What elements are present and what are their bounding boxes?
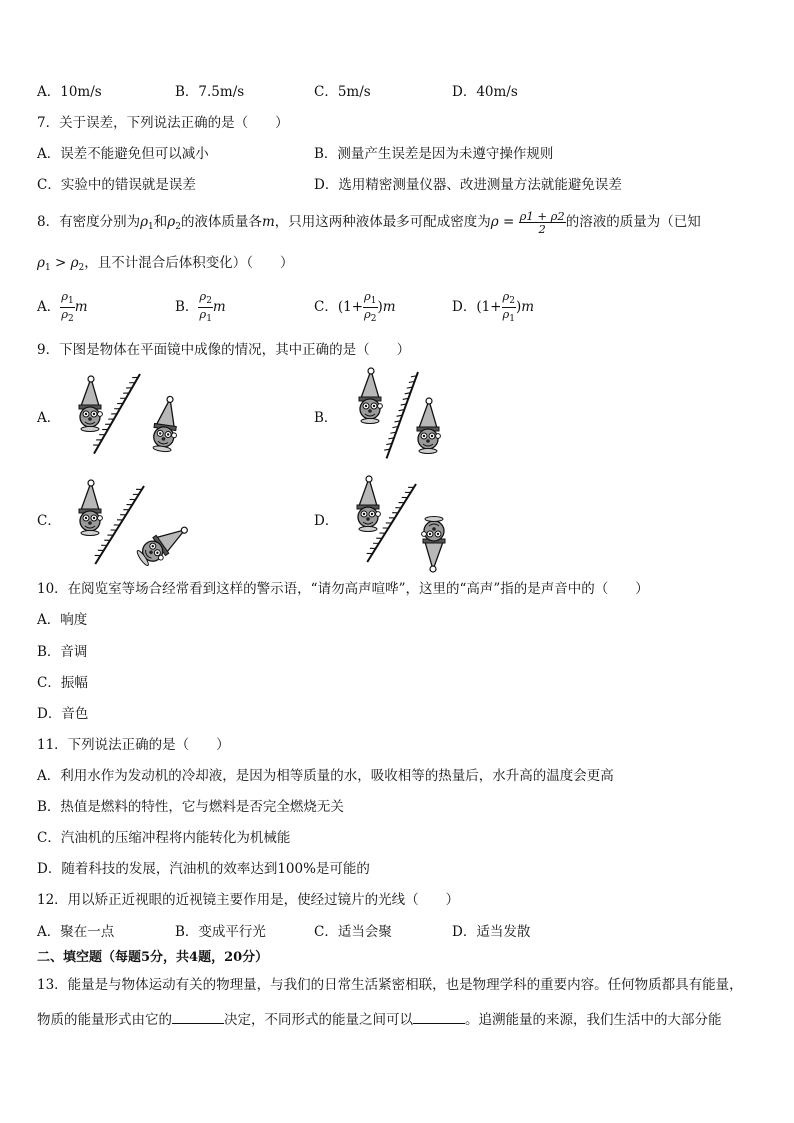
q9-label-b: B． [314,410,338,426]
q7-option-a: A．误差不能避免但可以减小 [37,146,209,162]
q12-option-b: B．变成平行光 [175,924,266,940]
q11-option-b: B．热值是燃料的特性，它与燃料是否完全燃烧无关 [37,799,344,815]
q12-stem: 12．用以矫正近视眼的近视镜主要作用是，使经过镜片的光线（ ） [37,892,460,908]
q11-option-d: D．随着科技的发展，汽油机的效率达到100%是可能的 [37,861,370,877]
q9-figure-b [338,370,498,470]
q8-stem-line1: 8．有密度分别为$\rho_1$和$\rho_2$的液体质量各m，只用这两种液体最多可配成密度为ρ = $\frac{\rho 1 + \rho 2}{2}$ 的溶液的质量为（已知 [37,209,701,236]
q9-stem: 9．下图是物体在平面镜中成像的情况，其中正确的是（ ） [37,342,411,358]
q8-option-b: B． $\frac{\rho_2}{\rho_1}$ m [175,289,226,324]
q9-figure-a [60,370,220,470]
q10-option-c: C．振幅 [37,675,88,691]
density-fraction: $\frac{\rho 1 + \rho 2}{2}$ [519,209,565,236]
q13-line1: 13．能量是与物体运动有关的物理量，与我们的日常生活紧密相联，也是物理学科的重要内容。任何物质都具有能量， [37,977,743,993]
section-heading: 二、填空题（每题5分，共4题，20分） [37,950,269,965]
q7-option-d: D．选用精密测量仪器、改进测量方法就能避免误差 [314,177,622,193]
q9-figure-d [338,478,498,578]
q6-option-b: B．7.5m/s [175,84,245,100]
q8-option-d: D．(1+ $\frac{\rho_2}{\rho_1}$ )m [452,289,535,324]
q6-option-a: A．10m/s [37,84,102,100]
q7-option-b: B．测量产生误差是因为未遵守操作规则 [314,146,554,162]
q11-option-a: A．利用水作为发动机的冷却液，是因为相等质量的水，吸收相等的热量后，水升高的温度会更高 [37,768,614,784]
q11-option-c: C．汽油机的压缩冲程将内能转化为机械能 [37,830,291,846]
q12-option-c: C．适当会聚 [314,924,392,940]
q8-option-a: A． $\frac{\rho_1}{\rho_2}$ m [37,289,88,324]
answer-blank-1[interactable] [172,1009,224,1024]
q6-option-c: C．5m/s [314,84,371,100]
q12-option-a: A．聚在一点 [37,924,115,940]
q9-label-c: C． [37,513,61,529]
q11-stem: 11．下列说法正确的是（ ） [37,737,230,753]
q13-line2: 物质的能量形式由它的 决定，不同形式的能量之间可以 。追溯能量的来源，我们生活中的大部分能 [37,1009,722,1030]
q12-option-d: D．适当发散 [452,924,531,940]
q8-stem-line2: $\rho_1 > \rho_2$，且不计混合后体积变化）（ ） [37,255,294,273]
q9-label-a: A． [37,410,61,426]
answer-blank-2[interactable] [413,1009,465,1024]
q9-figure-c [60,480,220,580]
q10-stem: 10．在阅览室等场合经常看到这样的警示语，“请勿高声喧哗”，这里的“高声”指的是声音中的（ ） [37,581,649,597]
q7-option-c: C．实验中的错误就是误差 [37,177,196,193]
q8-option-c: C．(1+ $\frac{\rho_1}{\rho_2}$ )m [314,289,396,324]
q6-option-d: D．40m/s [452,84,518,100]
q9-label-d: D． [314,513,339,529]
q7-stem: 7．关于误差，下列说法正确的是（ ） [37,115,289,131]
q10-option-a: A．响度 [37,612,88,628]
q10-option-b: B．音调 [37,644,88,660]
q10-option-d: D．音色 [37,706,89,722]
